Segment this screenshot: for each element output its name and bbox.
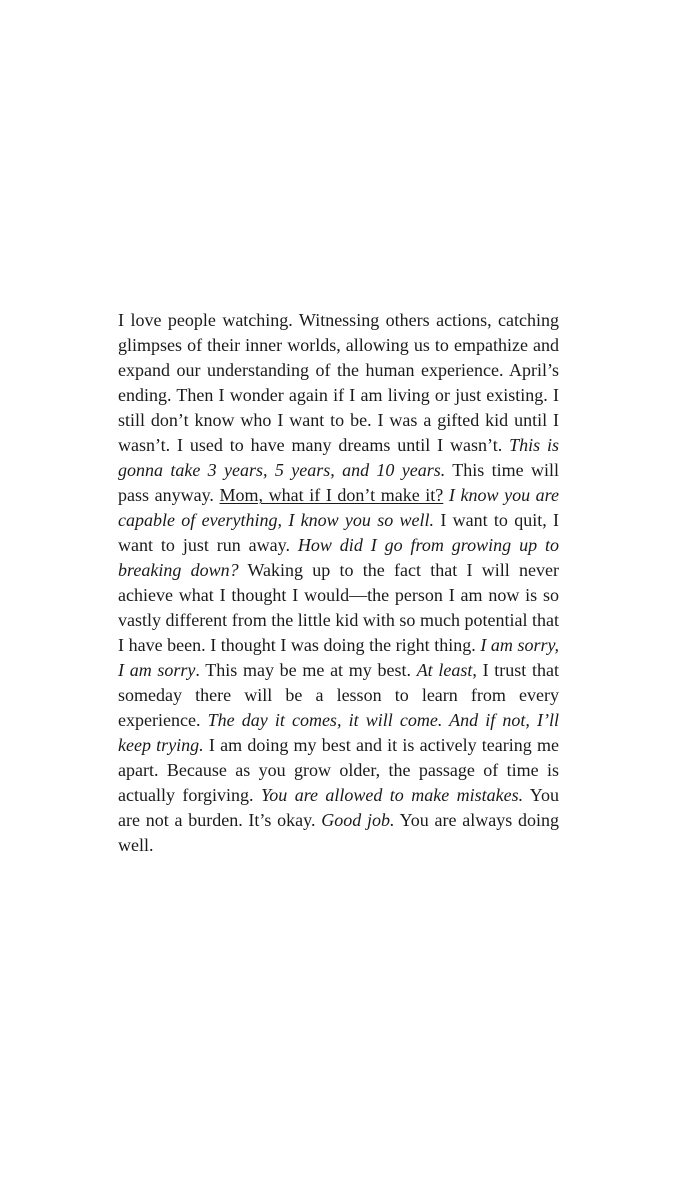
- passage-text: I love people watching. Witnessing others actions, catching glimpses of their inner worlds, allowing us to empathize and expand our understanding of the human experience. April’s ending. Then I wonder again if I am living or just existing. I still don’t know who I want to be. I was a gifted kid until I wasn’t. I used to have many dreams until I wasn’t.: [118, 310, 559, 455]
- passage-italic-text: This is gonna take 3 years, 5 years, and 10 years.: [118, 435, 559, 480]
- passage-paragraph: [118, 308, 559, 858]
- passage-italic-text: The day it comes, it will come. And if not, I’ll keep trying.: [118, 710, 559, 755]
- passage-italic-text: I know you are capable of everything, I know you so well.: [118, 485, 560, 530]
- passage-text: I want to quit, I want to just run away.: [118, 510, 559, 555]
- passage-text: . This may be me at my best.: [195, 660, 417, 680]
- passage-italic-text: At least: [416, 660, 473, 680]
- passage-text: This time will pass anyway.: [118, 460, 559, 505]
- passage-italic-text: You are allowed to make mistakes.: [260, 785, 524, 805]
- passage-text: Waking up to the fact that I will never achieve what I thought I would—the person I am now is so vastly different from the little kid with so much potential that I have been. I thought I was doing the right thing.: [118, 560, 559, 655]
- passage-text: I am doing my best and it is actively tearing me apart. Because as you grow older, the passage of time is actually forgiving.: [118, 735, 559, 805]
- passage-text: , I trust that someday there will be a lesson to learn from every experience.: [118, 660, 559, 730]
- passage-italic-text: How did I go from growing up to breaking down?: [118, 535, 559, 580]
- passage-italic-text: I am sorry, I am sorry: [118, 635, 559, 680]
- passage-text: You are not a burden. It’s okay.: [118, 785, 560, 830]
- passage-italic-text: Good job.: [321, 810, 395, 830]
- passage-text: You are always doing well.: [118, 810, 559, 855]
- passage-underlined-text: Mom, what if I don’t make it?: [219, 485, 444, 505]
